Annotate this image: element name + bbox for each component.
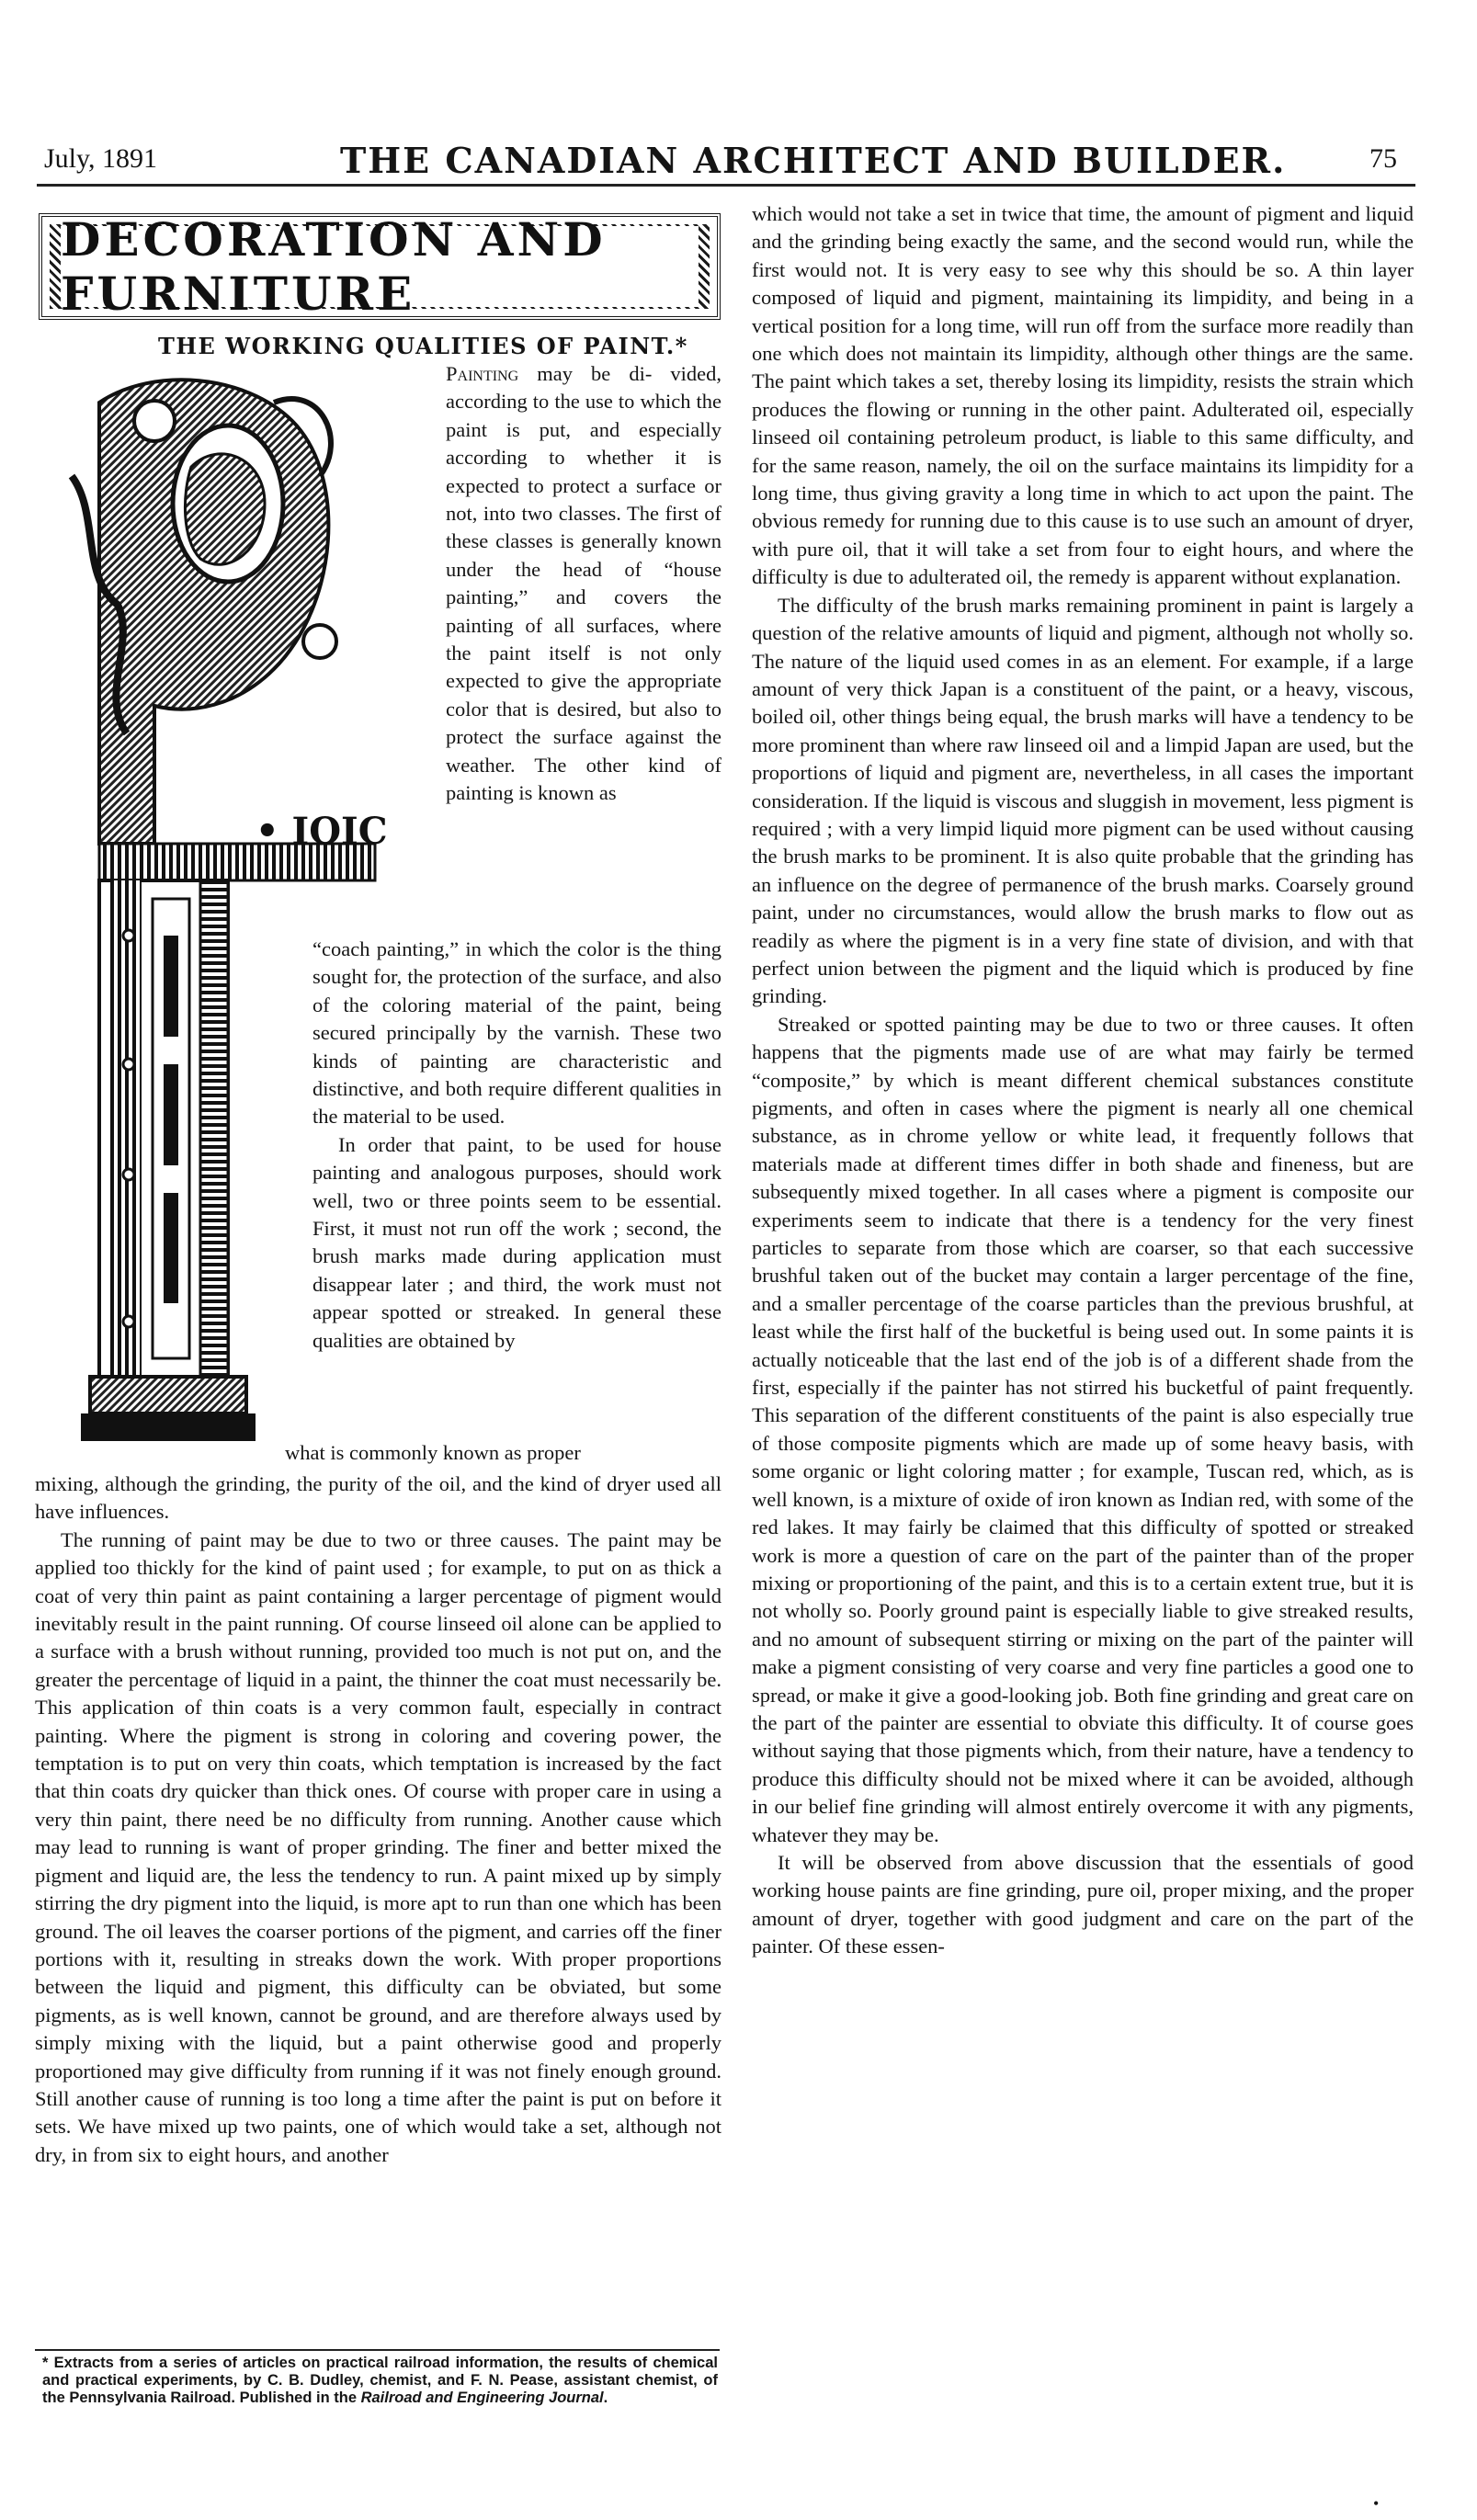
svg-text:• IOIC: • IOIC	[256, 810, 388, 853]
paragraph-proper-mixing: what is commonly known as proper	[285, 1441, 581, 1464]
paragraph-coach-painting: “coach painting,” in which the color is the thing sought for, the protection of the surface, and also of the coloring material of the paint, being secured principally by the varnish. These two kinds of painting are characteristic and distinctive, and both require different qualities in the material to be used.	[312, 937, 721, 1129]
header-rule	[37, 184, 1415, 187]
footnote	[42, 2355, 718, 2407]
opening-paragraph-start	[446, 360, 721, 808]
page-number: 75	[1369, 143, 1397, 174]
opening-rest: may be di-	[518, 362, 653, 385]
running-header	[37, 138, 1406, 186]
paragraph-running: The running of paint may be due to two or three causes. The paint may be applied too thickly for the kind of paint used ; for example, to put on as thick a coat of very thin paint as paint containing a larger percentage of pigment would inevitably result in the paint running. Of course linseed oil alone can be applied to a surface with a brush without running, provided too much is not put on, and the greater the percentage of liquid in a paint, the thinner the coat must necessarily be. This application of thin coats is a very common fault, especially in contract painting. Where the pigment is strong in coloring and covering power, the temptation is to put on very thin coats, which temptation is increased by the fact that thin coats dry quicker than thick ones. Of course with proper care in using a very thin paint, there need be no difficulty from running. Another cause which may lead to running is want of proper grinding. The finer and better mixed the pigment and liquid are, the less the tendency to run. A paint mixed up by simply stirring the dry pigment into the liquid, is more apt to run than one which has been ground. The oil leaves the coarser portions of the pigment, and carries off the finer portions with it, resulting in streaks down the work. With proper proportions between the liquid and pigment, this difficulty can be obviated, but some pigments, as is well known, cannot be ground, and are therefore always used by simply mixing with the liquid, but a paint otherwise good and properly proportioned may give difficulty from running if it was not finely enough ground. Still another cause of running is too long a time after the paint is put on before it sets. We have mixed up two paints, one of which would take a set, although not dry, in from six to eight hours, and another	[35, 1527, 721, 2166]
section-banner	[39, 213, 721, 320]
footnote-text-a: * Extracts from a series of articles on practical railroad information, the results of chemical and practical experiments, by C. B. Dudley, chemist, and F. N. Pease, assistant chemist, of the Pennsylvania Railroad. Published in the	[42, 2355, 718, 2406]
paragraph-running-cont: which would not take a set in twice that time, the amount of pigment and liquid and the grinding being exactly the same, and the second would run, while the first would not. It is very easy to see why this should be so. A thin layer composed of liquid and pigment, maintaining its limpidity, and being in a vertical position for a long time, will run off from the surface more readily than one which does not maintain its limpidity, although other things are the same. The paint which takes a set, thereby losing its limpidity, resists the strain which produces the flowing or running in the other paint. Adulterated oil, especially linseed oil containing petroleum product, is liable to this same difficulty, and for the same reason, namely, the oil on the surface maintains its limpidity for a long time, thus giving gravity a long time in which to act upon the paint. The obvious remedy for running due to this cause is to use such an amount of dryer, with pure oil, that it will take a set from four to eight hours, and where the difficulty is due to adulterated oil, the remedy is apparent without explanation.	[752, 202, 1414, 589]
article-text-column-1	[35, 1470, 721, 2169]
article-text-wrap-b	[312, 936, 721, 1355]
opening-paragraph-text: vided, according to the use to which the paint is put, and especially according to whether it is expected to protect a surface or not, into two classes. The first of these classes is generally known under the head of “house painting,” and covers the painting of all surfaces, where the paint itself is not only expected to give the appropriate color that is desired, but also to protect the surface against the weather. The other kind of painting is known as	[446, 362, 722, 805]
article-title: THE WORKING QUALITIES OF PAINT.*	[158, 333, 688, 359]
publication-title: THE CANADIAN ARCHITECT AND BUILDER.	[340, 140, 1287, 181]
footnote-journal: Railroad and Engineering Journal	[360, 2389, 604, 2406]
opening-word: Painting	[446, 362, 519, 385]
footnote-rule	[35, 2349, 720, 2351]
paragraph-essentials: In order that paint, to be used for house painting and analogous purposes, should work well, two or three points seem to be essential. First, it must not run off the work ; second, the brush marks made during application must disappear later ; and third, the work must not appear spotted or streaked. In general these qualities are obtained by	[312, 1132, 721, 1352]
paragraph-brush-marks: The difficulty of the brush marks remaining prominent in paint is largely a question of the relative amounts of liquid and pigment, although not wholly so. The nature of the liquid used comes in as an element. For example, if a large amount of very thick Japan is a constituent of the paint, or a heavy, viscous, boiled oil, other things being equal, the brush marks will have a tendency to be more prominent than where raw linseed oil and a limpid Japan are used, but the proportions of liquid and pigment are, nevertheless, in all cases the important consideration. If the liquid is viscous and sluggish in movement, less pigment is required ; with a very limpid liquid more pigment can be used without causing the brush marks to be prominent. It is also quite probable that the grinding has an influence on the degree of permanence of the brush marks. Coarsely ground paint, under no circumstances, would allow the brush marks to flow out as readily as where the pigment is in a very fine state of division, and with that perfect union between the pigment and the liquid which is produced by fine grinding.	[752, 593, 1414, 1008]
article-text-column-2	[752, 200, 1414, 1961]
footnote-text-b: .	[603, 2389, 608, 2406]
issue-date: July, 1891	[44, 143, 158, 174]
page-mark: •	[1373, 2494, 1380, 2513]
section-banner-text: DECORATION AND FURNITURE	[61, 226, 699, 307]
article-text-wrap-c	[285, 1439, 721, 1467]
paragraph-conclusion: It will be observed from above discussion that the essentials of good working house paints are fine grinding, pure oil, proper mixing, and the proper amount of dryer, together with good judgment and care on the part of the painter. Of these essen-	[752, 1850, 1414, 1958]
article-text-wrap-a	[446, 360, 721, 808]
paragraph-mixing-cont: mixing, although the grinding, the purity of the oil, and the kind of dryer used all have influences.	[35, 1472, 721, 1524]
paragraph-streaked: Streaked or spotted painting may be due to two or three causes. It often happens that the pigments made use of are what may fairly be termed “composite,” by which is meant different chemical substances constitute pigments, and often in cases where the pigment is nearly all one chemical substance, as in chrome yellow or white lead, it frequently follows that materials made at different times differ in both shade and fineness, but are subsequently mixed together. In all cases where a pigment is composite our experiments seem to indicate that there is a tendency for the very finest particles to separate from those which are coarser, so that each successive brushful taken out of the bucket may contain a larger percentage of the fine, and a smaller percentage of the coarse particles than the previous brushful, at least while the first half of the bucketful is being used out. In some paints it is actually noticeable that the last end of the job is of a different shade from the first, especially if the painter has not stirred his bucketful of paint frequently. This separation of the different constituents of the paint is also especially true of those composite pigments which are made up of some heavy basis, with some organic or light coloring matter ; for example, Tuscan red, which, as is well known, is a mixture of oxide of iron known as Indian red, with some of the red lakes. It may fairly be claimed that this difficulty of spotted or streaked work is more a question of care on the part of the painter than of the proper mixing or proportioning of the paint, and this is to a certain extent true, but it is not wholly so. Poorly ground paint is especially liable to give streaked results, and no amount of subsequent stirring or mixing on the part of the painter will make a pigment consisting of very coarse and very fine particles a good one to spread, or make it give a good-looking job. Both fine grinding and great care on the part of the painter are essential to obviate this difficulty. It of course goes without saying that those pigments which, from their nature, have a tendency to produce this difficulty should not be mixed where it can be avoided, although in our belief fine grinding will almost entirely overcome it with any pigments, whatever they may be.	[752, 1012, 1414, 1846]
